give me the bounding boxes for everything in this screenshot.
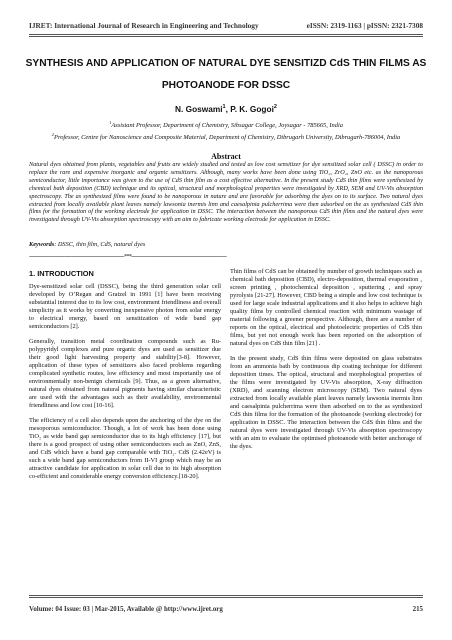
author-line	[0, 104, 452, 114]
author-2-sup: 2	[273, 104, 277, 111]
volume-info: Volume: 04 Issue: 03 | Mar-2015, Available @ http://www.ijret.org	[29, 606, 223, 613]
left-column	[29, 270, 221, 489]
affiliation-1-text: Assistant Professor, Department of Chemistry, Sibsagar College, Joysagar - 785665, India	[111, 122, 343, 130]
keywords-text: : DSSC, thin film, CdS, natural dyes	[54, 241, 146, 248]
affiliations	[40, 118, 412, 142]
affiliation-1-sup: 1	[109, 120, 112, 125]
abstract-text: Natural dyes obtained from plants, vegetables and fruits are widely studied and tested as low cost sensitizer for dye sensitized solar cell ( DSSC) in order to replace the rare and expensive inorganic and organic sensitizers. Although, many works have been done using TiO₂, ZrO₂, ZnO etc. as the nanoporous semiconductor, little importance was given to the use of CdS thin film as a cost effective alternative. In the present study CdS thin films were synthesized by chemical bath deposition (CBD) technique and its optical, structural and morphological properties were investigated by XRD, SEM and UV-Vis absorption spectroscopy. The as synthesized films were found to be nanoporous in nature and are favorable for adsorbing the dyes on to its surface. Two natural dyes extracted from locally available plant leaves namely lawsonia inermis linn and caesalpinia pulcherrima were then adsorbed on the as synthesized CdS thin films for the formation of the working electrode for application in DSSC. The interaction between the nanoporous CdS thin films and the natural dyes were investigated through UV-Vis absorption spectroscopy with an aim to fabricate working electrode for application in DSSC.	[29, 161, 423, 224]
paragraph: Generally, transition metal coordination compounds such as Ru- polypyridyl complexes and pure organic dyes are used as sensitizer due their good light harvesting property and stability[3-8]. However, application of these types of sensitizers also faced problems regarding complicated synthetic routes, low efficiency and most importantly use of environmentally non-benign chemicals [9]. Thus, as a green alternative, natural dyes obtained from natural pigments having similar characteristic are used with the advantages such as their availability, environmental friendliness and low cost [10-16].	[29, 338, 221, 409]
journal-name: IJRET: International Journal of Research in Engineering and Technology	[29, 21, 259, 30]
paragraph: Dye-sensitized solar cell (DSSC), being the third generation solar cell developed by O’Regan and Gratzel in 1991 [1] have been receiving substantial interest due to its low cost, environment friendliness and overall simplicity as it works by converting inexpensive photon from solar energy to electrical energy, based on sensitization of wide band gap semiconductors [2].	[29, 282, 221, 330]
keywords	[29, 241, 423, 248]
section-separator: --------------------------------------------------------------------***--------------------------------------------------------------------	[29, 254, 227, 260]
author-separator: ,	[225, 104, 231, 114]
keywords-label: Keywords	[29, 241, 55, 248]
paragraph: The efficiency of a cell also depends upon the anchoring of the dye on the mesoporous semiconductor. Though, a lot of work has been done using TiO₂ as wide band gap semiconductor due to its high efficiency [17], but there is a good prospect of using other semiconductors such as ZnO, ZnS, and CdS which have a band gap comparable with TiO₂. CdS (2.42eV) is such a wide band gap semiconductors from II-VI group which may be an attractive candidate for application in solar cell due to its high absorption co-efficient and considerable energy conversion efficiency.[18-20].	[29, 417, 221, 481]
affiliation-1	[40, 118, 412, 130]
author-1-sup: 1	[222, 104, 226, 111]
running-footer	[29, 606, 423, 613]
footer-rule	[29, 597, 423, 598]
footer-rule-thin	[29, 595, 423, 596]
page-number: 215	[412, 606, 423, 613]
author-2: P. K. Gogoi	[230, 104, 274, 114]
issn-info: eISSN: 2319-1163 | pISSN: 2321-7308	[306, 21, 423, 30]
paragraph: In the present study, CdS thin films were deposited on glass substrates from an ammonia bath by continuous dip coating technique for different deposition times. The optical, structural and morphological properties of the films were investigated by UV-Vis absorption, X-ray diffraction (XRD), and scanning electron microscopy (SEM). Two natural dyes extracted from locally available plant leaves namely lawsonia inermis linn and caesalpinia pulcherrima were then adsorbed on to the as synthesized CdS thin films for the formation of the photoanode (working electrode) for application in DSSC. The interaction between the CdS thin films and the natural dyes were investigated through UV-Vis absorption spectroscopy with an aim to evaluate the optimised photoanode with better anchorage of the dyes.	[230, 355, 422, 450]
right-column	[230, 268, 422, 458]
affiliation-2-text: Professor, Centre for Nanoscience and Composite Material, Department of Chemistry, Dibrugarh University, Dibrugarh-786004, India	[54, 134, 401, 142]
paragraph: Thin films of CdS can be obtained by number of growth techniques such as chemical bath deposition (CBD), electro-deposition, thermal evaporation , screen printing , photochemical deposition , sputtering , and spray pyrolysis [21-27]. However, CBD being a simple and low cost technique is used for large scale industrial applications and it also helps to achieve high quality films by controlled chemical reaction with minimum wastage of material following a greener perspective. Although, there are a number of reports on the optical, electrical and photoelectric properties of CdS thin films, but yet not enough work has been reported on the adsorption of natural dyes on CdS thin film [21] .	[230, 268, 422, 347]
affiliation-2	[40, 130, 412, 142]
abstract-heading: Abstract	[211, 152, 241, 161]
running-header	[29, 21, 423, 30]
paper-title: SYNTHESIS AND APPLICATION OF NATURAL DYE SENSITIZD CdS THIN FILMS AS PHOTOANODE FOR DSSC	[25, 58, 427, 91]
author-1: N. Goswami	[175, 104, 223, 114]
section-heading: 1. INTRODUCTION	[29, 269, 94, 278]
affiliation-2-sup: 2	[51, 132, 55, 138]
header-rule	[29, 34, 423, 35]
header-rule-thin	[29, 36, 423, 37]
